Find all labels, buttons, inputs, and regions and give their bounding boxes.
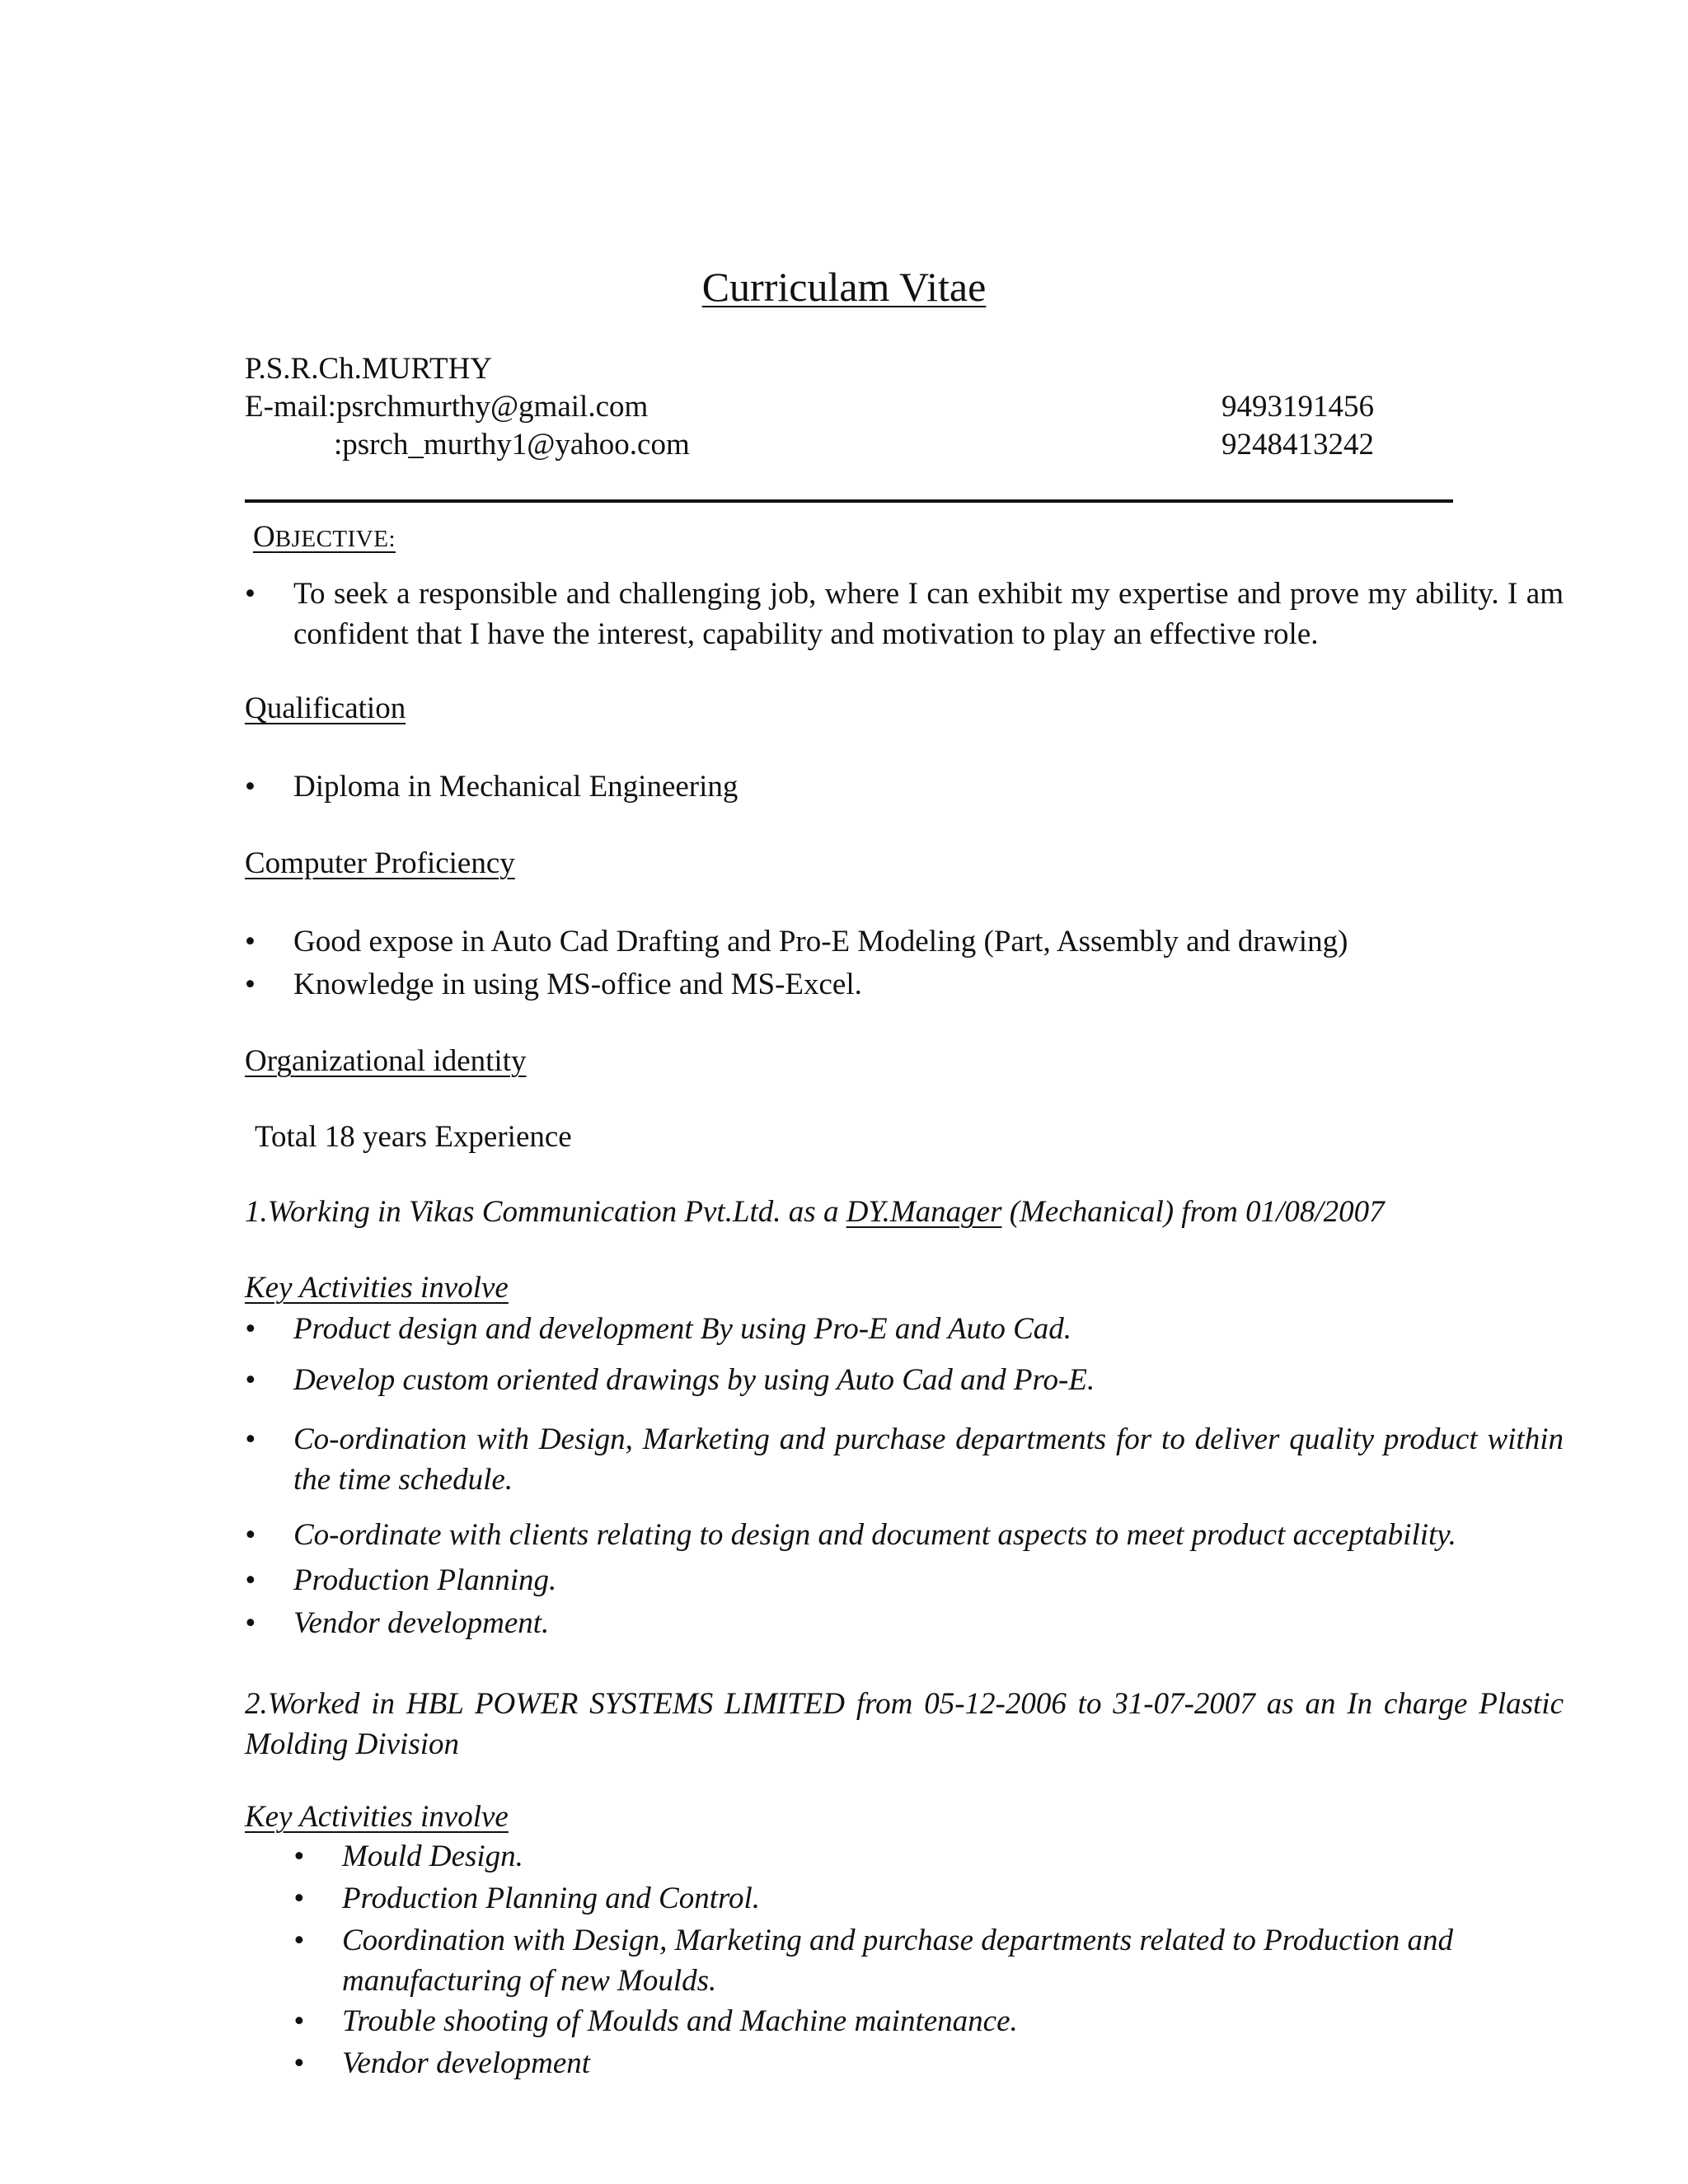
candidate-name: P.S.R.Ch.MURTHY — [245, 352, 493, 386]
phone-secondary: 9248413242 — [1221, 428, 1374, 462]
job1-title-after: (Mechanical) from 01/08/2007 — [1001, 1195, 1385, 1229]
job1-title — [245, 1194, 1385, 1230]
job2-title: 2.Worked in HBL POWER SYSTEMS LIMITED from 05-12-2006 to 31-07-2007 as an In charge Plastic Molding Division — [245, 1687, 1564, 1761]
header-divider — [245, 499, 1453, 503]
email-primary: E-mail:psrchmurthy@gmail.com — [245, 390, 649, 424]
proficiency-item — [245, 921, 1564, 962]
bullet-icon: • — [245, 1363, 256, 1397]
bullet-icon: • — [245, 1422, 256, 1456]
job2-activity — [293, 1878, 1564, 1919]
job1-activity — [245, 1360, 1564, 1400]
bullet-icon: • — [293, 1924, 304, 1957]
job2-activity-text: Mould Design. — [342, 1840, 523, 1873]
proficiency-text: Knowledge in using MS-office and MS-Excel. — [293, 968, 862, 1001]
job1-activity — [245, 1419, 1564, 1500]
bullet-icon: • — [245, 968, 256, 1001]
job2-activity-text: Coordination with Design, Marketing and purchase departments related to Production and manufacturing of new Moulds. — [342, 1924, 1453, 1998]
job2-activity-text: Vendor development — [342, 2046, 591, 2080]
qualification-heading: Qualification — [245, 691, 406, 725]
bullet-icon: • — [293, 2004, 304, 2038]
computer-proficiency-heading: Computer Proficiency — [245, 846, 515, 880]
document-title: Curriculam Vitae — [701, 264, 987, 310]
job1-activity-text: Co-ordination with Design, Marketing and purchase departments for to deliver quality product within the time schedule. — [293, 1422, 1564, 1497]
objective-heading-initial: O — [253, 520, 275, 554]
job1-activity-text: Develop custom oriented drawings by using Auto Cad and Pro-E. — [293, 1363, 1095, 1397]
bullet-icon: • — [245, 1518, 256, 1552]
bullet-icon: • — [245, 1312, 256, 1346]
job2-activities-heading: Key Activities involve — [245, 1800, 509, 1834]
bullet-icon: • — [293, 2046, 304, 2080]
objective-heading — [253, 519, 396, 555]
bullet-icon: • — [293, 1840, 304, 1873]
bullet-icon: • — [245, 925, 256, 958]
phone-primary: 9493191456 — [1221, 390, 1374, 424]
job1-activity-text: Product design and development By using Pro-E and Auto Cad. — [293, 1312, 1072, 1346]
objective-text: To seek a responsible and challenging job, where I can exhibit my expertise and prove my ability. I am confident that I have the interest, capability and motivation to play an effective role. — [293, 577, 1564, 651]
bullet-icon: • — [245, 577, 256, 611]
job1-title-position: DY.Manager — [846, 1195, 1002, 1229]
job1-title-before: 1.Working in Vikas Communication Pvt.Ltd. as a — [245, 1195, 846, 1229]
bullet-icon: • — [245, 1606, 256, 1640]
qualification-text: Diploma in Mechanical Engineering — [293, 770, 738, 804]
proficiency-text: Good expose in Auto Cad Drafting and Pro-E Modeling (Part, Assembly and drawing) — [293, 925, 1348, 958]
job2-activity — [293, 1836, 1564, 1877]
job1-activity-text: Production Planning. — [293, 1563, 557, 1597]
proficiency-item — [245, 964, 1564, 1005]
job1-activity — [245, 1560, 1564, 1601]
objective-heading-rest: BJECTIVE: — [274, 526, 396, 552]
job2-activity-text: Trouble shooting of Moulds and Machine maintenance. — [342, 2004, 1018, 2038]
job1-activity-text: Vendor development. — [293, 1606, 550, 1640]
qualification-item — [245, 766, 1564, 807]
organizational-identity-heading: Organizational identity — [245, 1044, 527, 1078]
job2-activity-text: Production Planning and Control. — [342, 1882, 761, 1915]
job2-activity — [293, 2001, 1564, 2041]
bullet-icon: • — [293, 1882, 304, 1915]
job1-activity — [245, 1603, 1564, 1643]
job2-activity — [293, 2043, 1564, 2083]
job1-activities-heading: Key Activities involve — [245, 1271, 509, 1305]
bullet-icon: • — [245, 1563, 256, 1597]
objective-item — [245, 574, 1564, 654]
email-secondary: :psrch_murthy1@yahoo.com — [334, 428, 690, 462]
job1-activity — [245, 1309, 1564, 1349]
job2-activity — [293, 1920, 1564, 2001]
total-experience: Total 18 years Experience — [255, 1120, 572, 1154]
job1-activity-text: Co-ordinate with clients relating to design and document aspects to meet product acceptability. — [293, 1518, 1456, 1552]
job1-activity — [245, 1515, 1564, 1555]
bullet-icon: • — [245, 770, 256, 804]
